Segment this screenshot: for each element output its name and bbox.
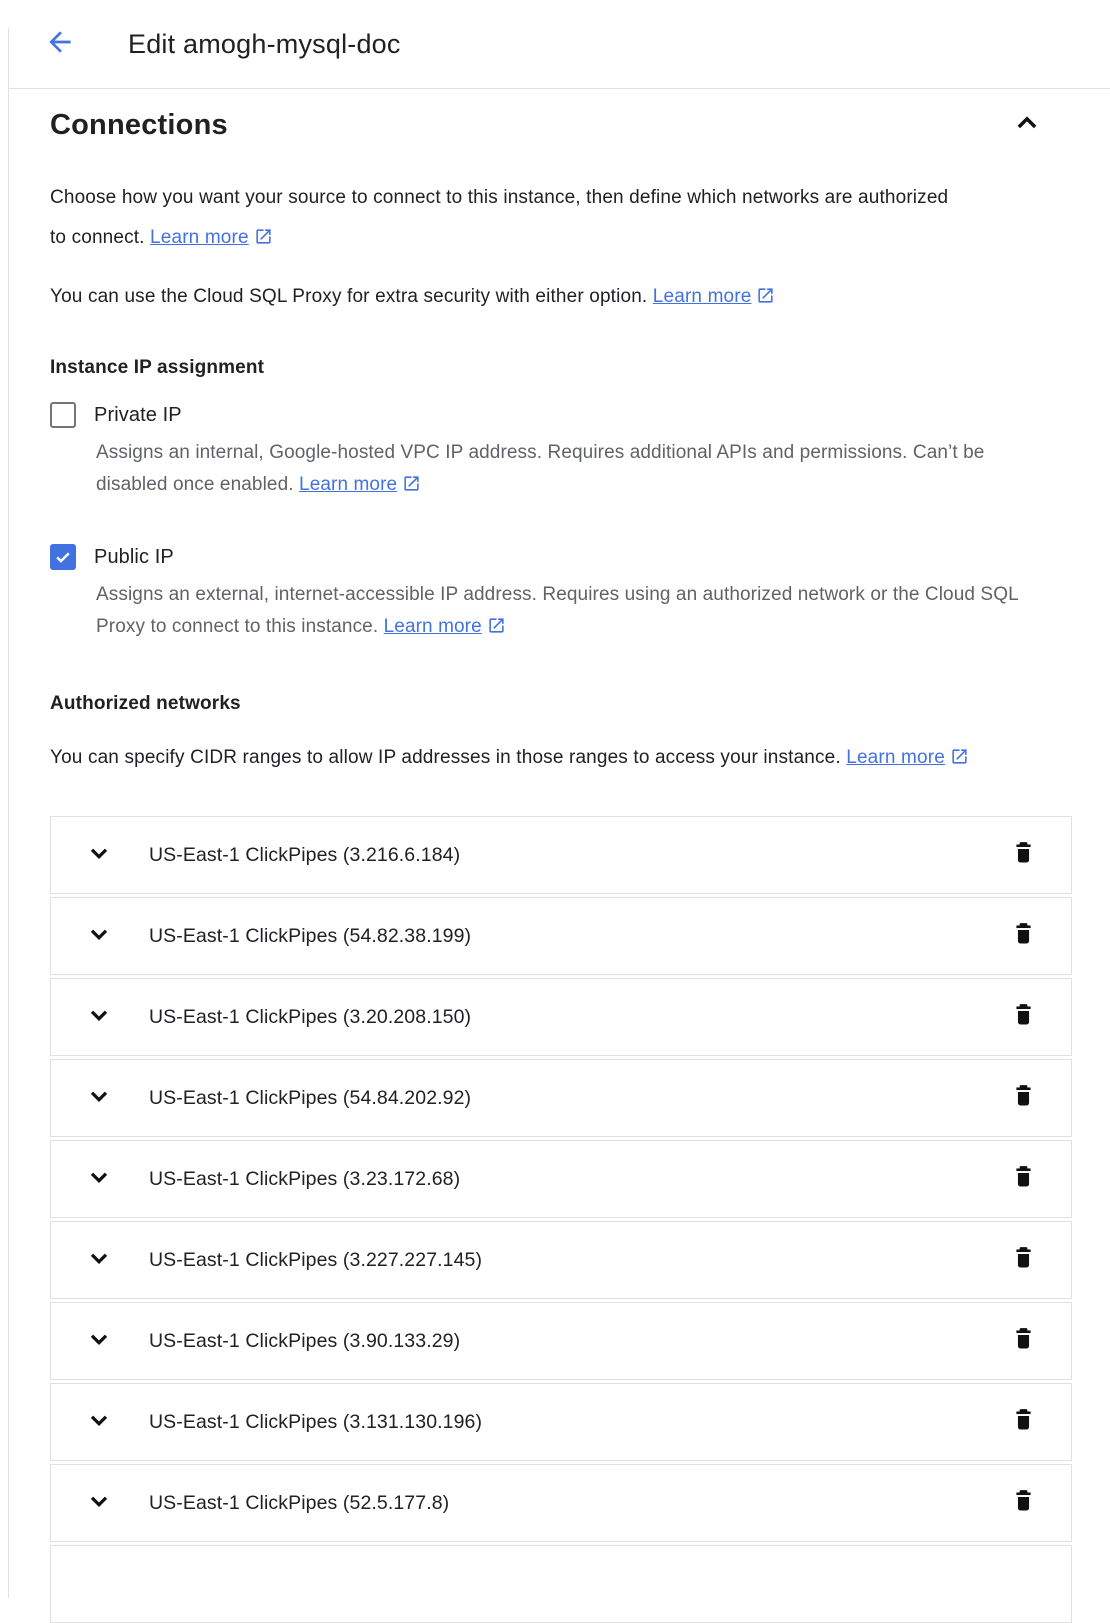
delete-network-button[interactable] [1011,1004,1035,1030]
expand-row-button[interactable] [85,922,113,950]
chevron-down-icon [85,1244,113,1277]
trash-icon [1012,1326,1035,1356]
public-ip-option [50,544,1072,646]
trash-icon [1012,840,1035,870]
delete-network-button[interactable] [1011,923,1035,949]
delete-network-button[interactable] [1011,1247,1035,1273]
delete-network-button[interactable] [1011,1328,1035,1354]
trash-icon [1012,1245,1035,1275]
authorized-network-row[interactable] [50,1140,1072,1218]
open-in-new-icon [254,230,273,251]
network-label: US-East-1 ClickPipes (3.90.133.29) [149,1329,461,1352]
delete-network-button[interactable] [1011,842,1035,868]
private-ip-checkbox[interactable] [50,402,76,428]
chevron-down-icon [85,1325,113,1358]
network-label: US-East-1 ClickPipes (3.20.208.150) [149,1005,472,1028]
trash-icon [1012,1083,1035,1113]
chevron-down-icon [85,920,113,953]
network-label: US-East-1 ClickPipes (3.216.6.184) [149,843,461,866]
authorized-networks-heading: Authorized networks [50,693,241,714]
proxy-note-text: You can use the Cloud SQL Proxy for extra security with either option. [50,286,648,307]
authorized-network-row[interactable] [50,1221,1072,1299]
authorized-network-row[interactable] [50,1383,1072,1461]
expand-row-button[interactable] [85,1003,113,1031]
delete-network-button[interactable] [1011,1490,1035,1516]
connections-intro [50,178,965,261]
network-label: US-East-1 ClickPipes (3.131.130.196) [149,1410,483,1433]
panel-left-border [8,28,9,1598]
learn-more-link-networks[interactable]: Learn more [846,747,969,768]
authorized-network-row[interactable] [50,1302,1072,1380]
network-label: US-East-1 ClickPipes (54.84.202.92) [149,1086,472,1109]
checkmark-icon [53,547,73,567]
expand-row-button[interactable] [85,1165,113,1193]
chevron-down-icon [85,1163,113,1196]
delete-network-button[interactable] [1011,1085,1035,1111]
chevron-down-icon [85,1406,113,1439]
authorized-network-row[interactable] [50,1545,1072,1623]
authorized-network-row[interactable] [50,816,1072,894]
proxy-note [50,277,1072,320]
authorized-networks-list [50,816,1072,1623]
public-ip-checkbox[interactable] [50,544,76,570]
learn-more-link-public-ip[interactable]: Learn more [384,616,506,637]
expand-row-button[interactable] [85,841,113,869]
trash-icon [1012,921,1035,951]
private-ip-label: Private IP [94,403,182,426]
delete-network-button[interactable] [1011,1166,1035,1192]
expand-row-button[interactable] [85,1408,113,1436]
connections-heading: Connections [50,109,228,141]
chevron-down-icon [85,1487,113,1520]
public-ip-label: Public IP [94,545,174,568]
authorized-network-row[interactable] [50,978,1072,1056]
expand-row-button[interactable] [85,1084,113,1112]
chevron-up-icon [1010,108,1044,143]
ip-assignment-heading: Instance IP assignment [50,357,265,378]
network-label: US-East-1 ClickPipes (3.227.227.145) [149,1248,483,1271]
arrow-back-icon [44,26,76,63]
expand-row-button[interactable] [85,1246,113,1274]
page-title: Edit amogh-mysql-doc [128,28,401,59]
network-label: US-East-1 ClickPipes (54.82.38.199) [149,924,472,947]
authorized-network-row[interactable] [50,1464,1072,1542]
private-ip-description: Assigns an internal, Google-hosted VPC IP address. Requires additional APIs and permissions. Can’t be disabled once enabled. Learn more [50,437,1040,504]
back-button[interactable] [44,28,76,60]
authorized-network-row[interactable] [50,1059,1072,1137]
collapse-section-button[interactable] [1010,110,1044,140]
authorized-networks-description: You can specify CIDR ranges to allow IP addresses in those ranges to access your instance. Learn more [50,738,980,781]
header [9,0,1110,89]
connections-panel [50,108,1072,1623]
trash-icon [1012,1164,1035,1194]
open-in-new-icon [402,477,421,498]
chevron-down-icon [85,1001,113,1034]
chevron-down-icon [85,1082,113,1115]
learn-more-link-proxy[interactable]: Learn more [653,286,776,307]
delete-network-button[interactable] [1011,1409,1035,1435]
expand-row-button[interactable] [85,1327,113,1355]
authorized-network-row[interactable] [50,897,1072,975]
network-label: US-East-1 ClickPipes (52.5.177.8) [149,1491,450,1514]
learn-more-link-private-ip[interactable]: Learn more [299,474,421,495]
public-ip-description: Assigns an external, internet-accessible IP address. Requires using an authorized network or the Cloud SQL Proxy to connect to this instance. Learn more [50,579,1040,646]
trash-icon [1012,1488,1035,1518]
expand-row-button[interactable] [85,1489,113,1517]
trash-icon [1012,1002,1035,1032]
open-in-new-icon [950,750,969,771]
open-in-new-icon [487,619,506,640]
chevron-down-icon [85,839,113,872]
trash-icon [1012,1407,1035,1437]
network-label: US-East-1 ClickPipes (3.23.172.68) [149,1167,461,1190]
private-ip-option [50,402,1072,504]
open-in-new-icon [756,289,775,310]
learn-more-link-connect[interactable]: Learn more [150,227,273,248]
intro-text: Choose how you want your source to connect to this instance, then define which networks are authorized to connect. [50,187,949,248]
